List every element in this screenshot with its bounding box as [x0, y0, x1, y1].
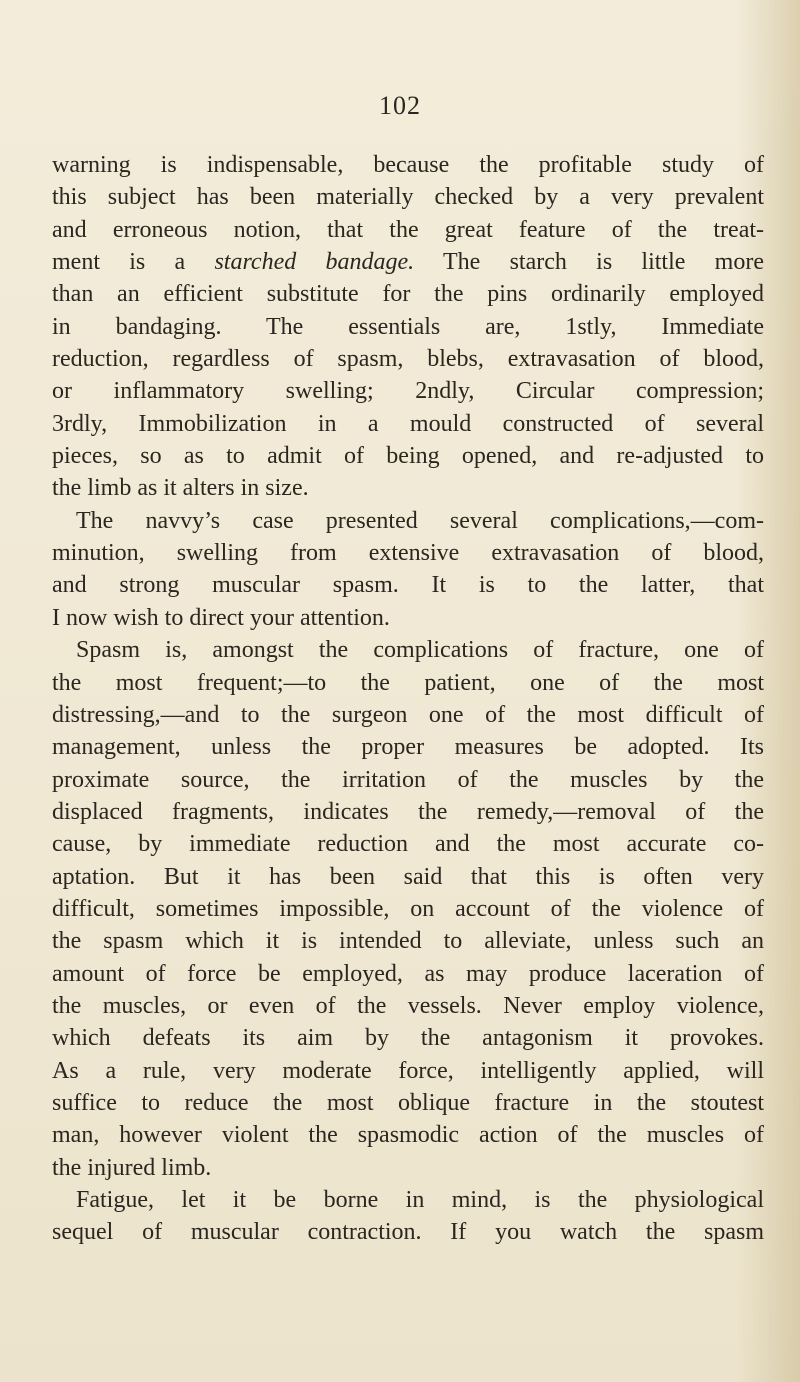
- text-line: which defeats its aim by the antagonism it provokes.: [52, 1025, 764, 1052]
- paragraph-start-line: Fatigue, let it be borne in mind, is the physiological: [76, 1187, 764, 1213]
- text-line: the injured limb.: [52, 1154, 212, 1181]
- text-line: difficult, sometimes impossible, on account of the violence of: [52, 895, 764, 922]
- text-line: the spasm which it is intended to alleviate, unless such an: [52, 928, 764, 955]
- text-line: and strong muscular spasm. It is to the latter, that: [52, 572, 764, 599]
- text-line: suffice to reduce the most oblique fracture in the stoutest: [52, 1089, 764, 1116]
- text-line: the most frequent;—to the patient, one of the most: [52, 669, 764, 696]
- text-line: or inflammatory swelling; 2ndly, Circular compression;: [52, 378, 764, 405]
- text-line: warning is indispensable, because the profitable study of: [52, 152, 764, 178]
- page-number: 102: [379, 91, 421, 120]
- text-line: 3rdly, Immobilization in a mould constructed of several: [52, 410, 764, 437]
- text-line: minution, swelling from extensive extravasation of blood,: [52, 540, 764, 567]
- text-line: sequel of muscular contraction. If you watch the spasm: [52, 1219, 764, 1246]
- text-fragment: The starch is little more: [414, 249, 764, 276]
- text-line: the limb as it alters in size.: [52, 475, 309, 502]
- text-line: the muscles, or even of the vessels. Never employ violence,: [52, 992, 764, 1019]
- text-line: pieces, so as to admit of being opened, and re-adjusted to: [52, 443, 764, 470]
- text-line: in bandaging. The essentials are, 1stly, Immediate: [52, 313, 764, 340]
- paragraph-start-line: Spasm is, amongst the complications of fracture, one of: [76, 637, 764, 664]
- text-line: and erroneous notion, that the great feature of the treat-: [52, 216, 764, 243]
- text-line: As a rule, very moderate force, intelligently applied, will: [52, 1057, 764, 1084]
- text-line: amount of force be employed, as may produce laceration of: [52, 960, 764, 987]
- text-line: management, unless the proper measures be adopted. Its: [52, 734, 764, 761]
- text-line: man, however violent the spasmodic action of the muscles of: [52, 1122, 764, 1149]
- text-line: I now wish to direct your attention.: [52, 604, 390, 631]
- text-line-with-emphasis: [52, 246, 764, 278]
- text-line: aptation. But it has been said that this is often very: [52, 863, 764, 890]
- text-line: this subject has been materially checked by a very prevalent: [52, 184, 764, 211]
- text-fragment: ment is a: [52, 249, 215, 276]
- text-line: distressing,—and to the surgeon one of the most difficult of: [52, 701, 764, 728]
- emphasized-phrase: starched bandage.: [214, 249, 415, 276]
- body-text: [52, 149, 764, 1249]
- paragraph-start-line: The navvy’s case presented several complications,—com-: [76, 507, 764, 534]
- text-line: cause, by immediate reduction and the most accurate co-: [52, 831, 764, 858]
- text-line: proximate source, the irritation of the muscles by the: [52, 766, 764, 793]
- text-line: than an efficient substitute for the pins ordinarily employed: [52, 281, 764, 308]
- text-line: reduction, regardless of spasm, blebs, extravasation of blood,: [52, 346, 764, 373]
- text-line: displaced fragments, indicates the remedy,—removal of the: [52, 798, 764, 825]
